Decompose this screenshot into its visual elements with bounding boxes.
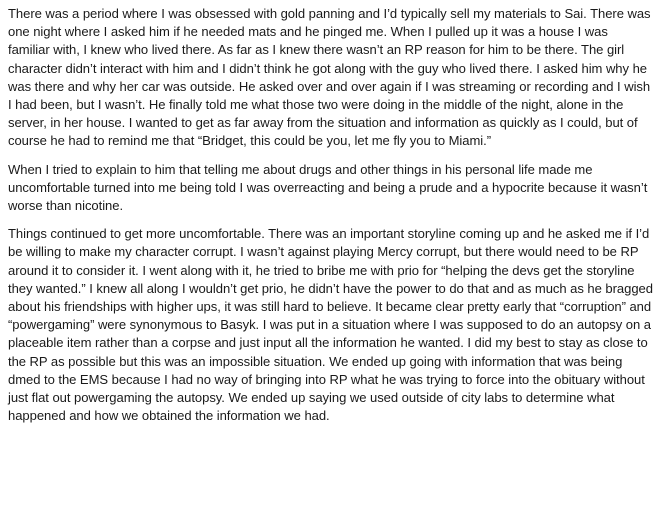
paragraph-storyline: Things continued to get more uncomfortable. There was an important storyline coming up and he asked me if I’d be willing to make my character corrupt. I wasn’t against playing Mercy corrupt, but there would need to be RP around it to consider it. I went along with it, he tried to bribe me with prio for “helping the devs get the storyline they wanted.” I knew all along I wouldn’t get prio, he didn’t have the power to do that and as much as he bragged about his friendships with higher ups, it was still hard to believe. It became clear pretty early that “corruption” and “powergaming” were synonymous to Basyk. I was put in a situation where I was supposed to do an autopsy on a placeable item rather than a corpse and just input all the information he wanted. I did my best to stay as close to the RP as possible but this was an impossible situation. We ended up going with information that was being dmed to the EMS because I had no way of bringing into RP what he was trying to force into the obituary without just flat out powergaming the autopsy. We ended up saying we used outside of city labs to determine what happened and how we obtained the information we had. <box>8 226 653 424</box>
paragraph-gold-panning: There was a period where I was obsessed with gold panning and I’d typically sell my materials to Sai. There was one night where I asked him if he needed mats and he pinged me. When I pulled up it was a house I was familiar with, I knew who lived there. As far as I knew there wasn’t an RP reason for him to be there. The girl character didn’t interact with him and I didn’t think he got along with the guy who lived there. I asked him why he was there and why her car was outside. He asked over and over again if I was streaming or recording and I wish I had been, but I wasn’t. He finally told me what those two were doing in the middle of the night, alone in the server, in her house. I wanted to get as far away from the situation and information as quickly as I could, but of course he had to remind me that “Bridget, this could be you, let me fly you to Miami.” <box>8 6 651 149</box>
paragraph-uncomfortable: When I tried to explain to him that telling me about drugs and other things in his personal life made me uncomfortable turned into me being told I was overreacting and being a prude and a hypocrite because it wasn’t worse than nicotine. <box>8 161 648 214</box>
document-body <box>8 5 653 435</box>
